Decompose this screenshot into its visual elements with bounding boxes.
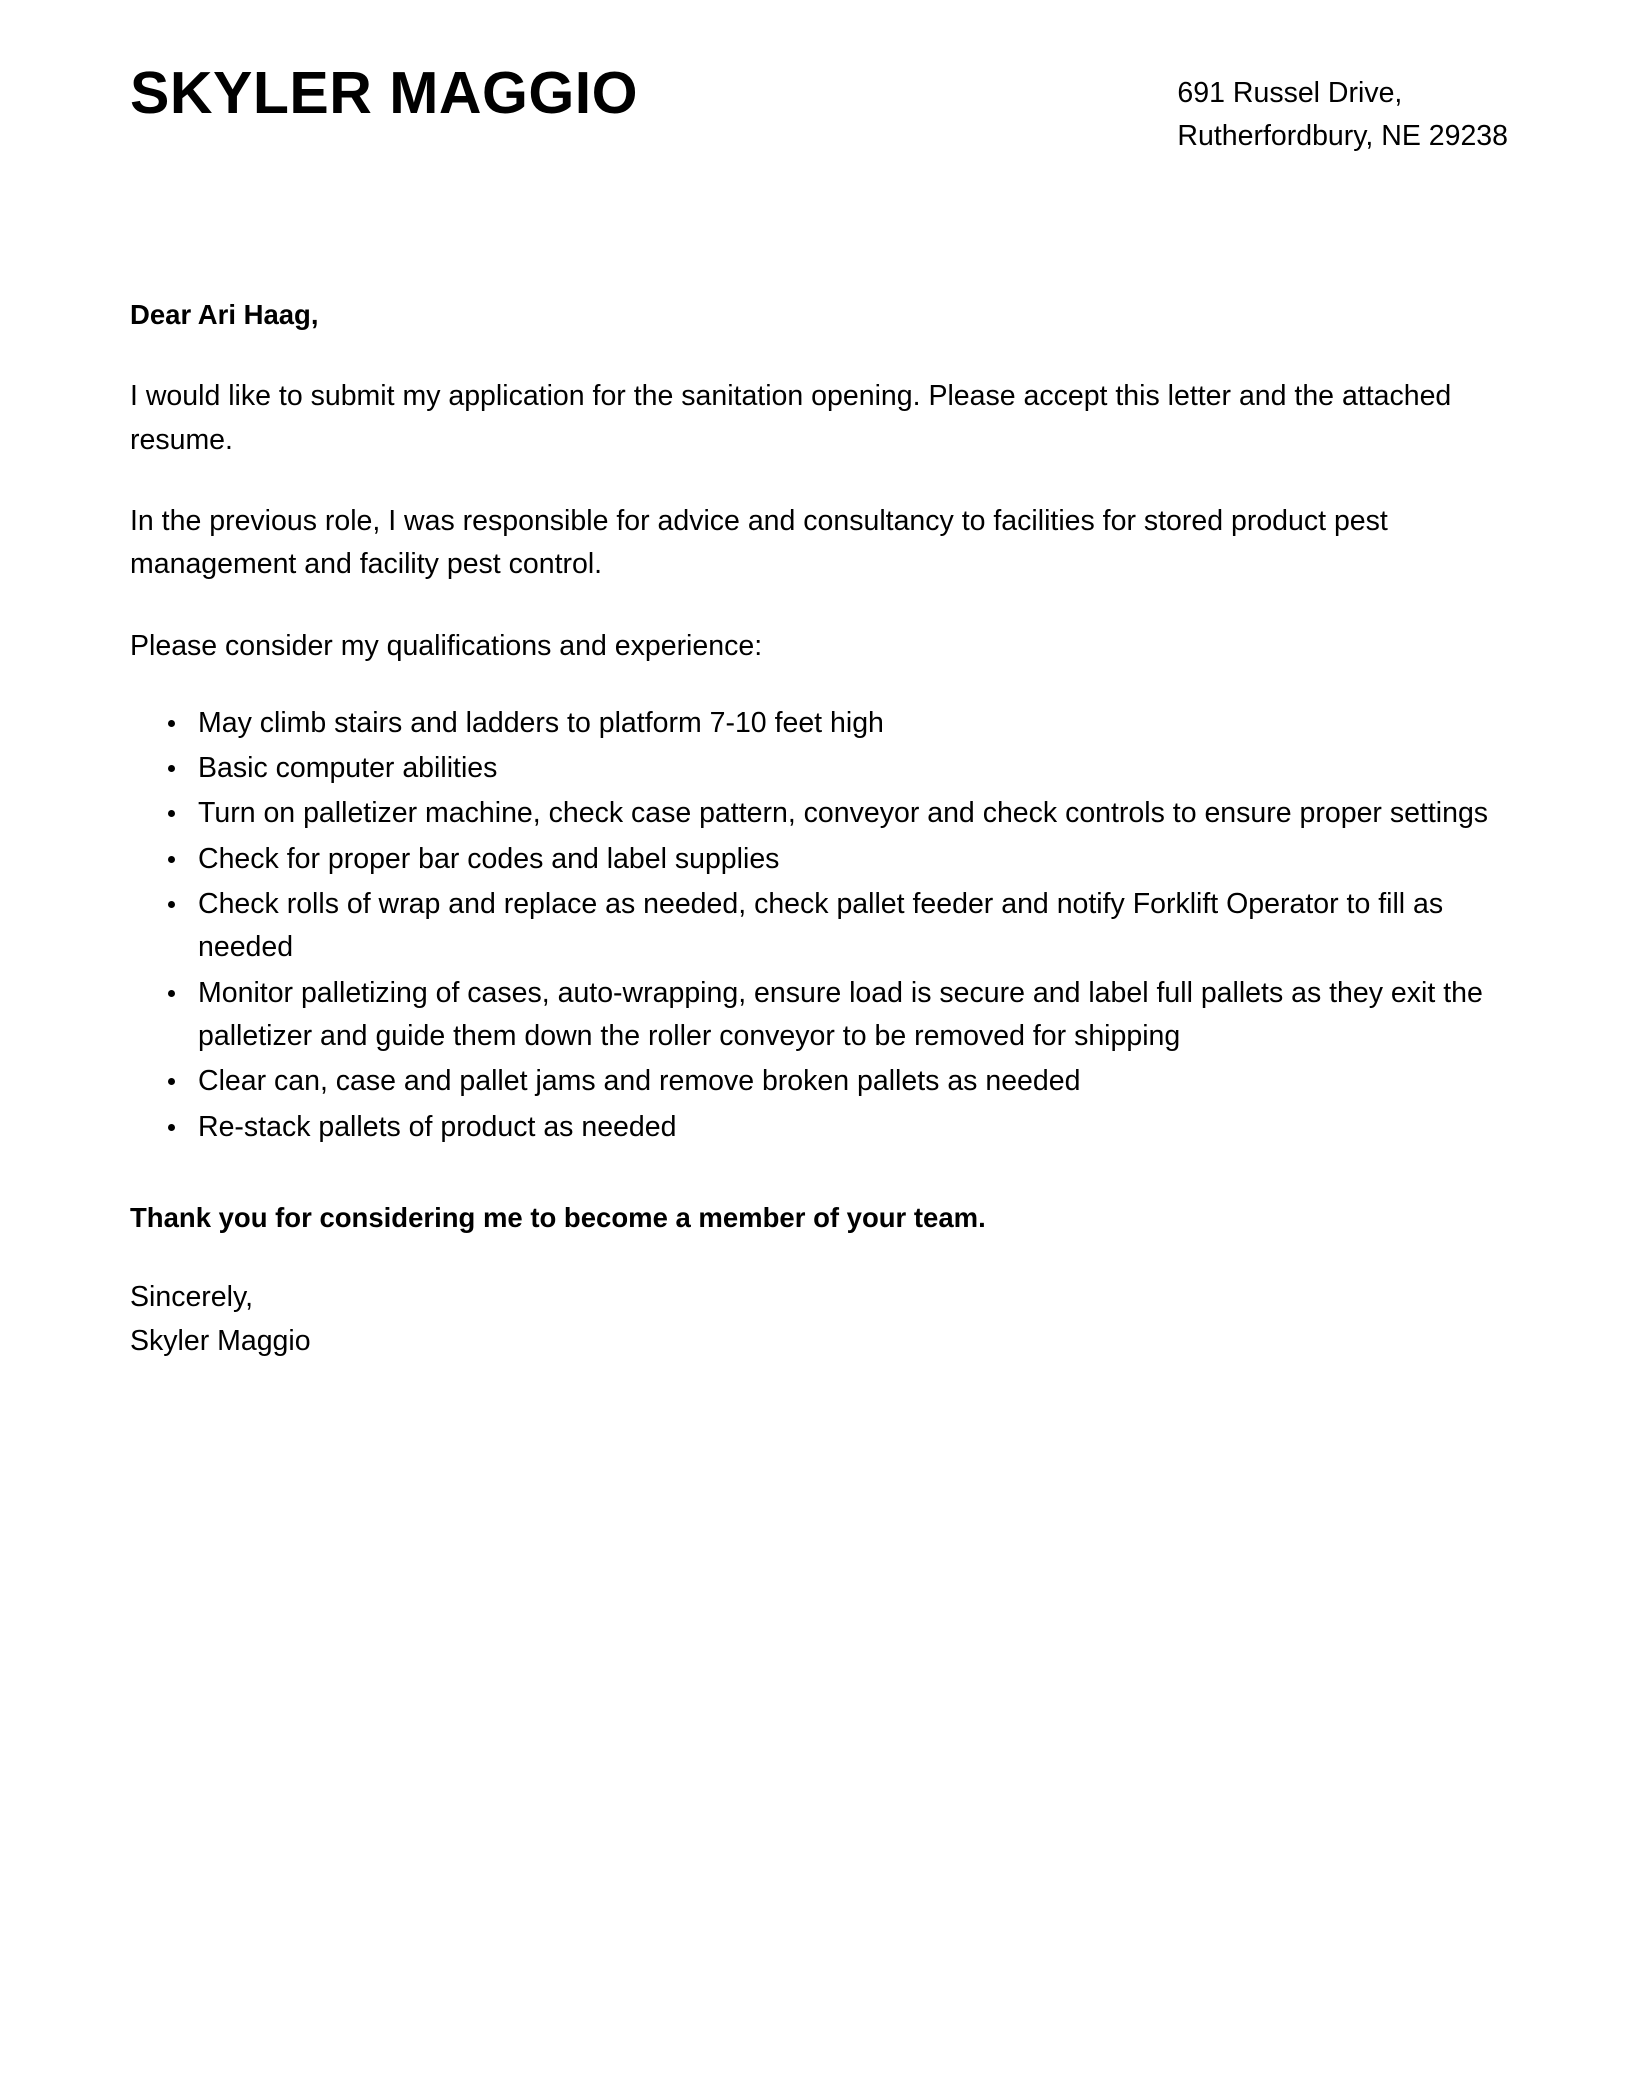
salutation: Dear Ari Haag, — [130, 299, 319, 330]
qualifications-intro: Please consider my qualifications and experience: — [130, 629, 763, 662]
list-item: Re-stack pallets of product as needed — [130, 1106, 1510, 1149]
thank-you-line: Thank you for considering me to become a member of your team. — [130, 1201, 986, 1233]
address-line-street: 691 Russel Drive, — [1177, 77, 1403, 109]
list-item: Clear can, case and pallet jams and remove broken pallets as needed — [130, 1060, 1510, 1103]
sender-address — [1177, 56, 1510, 159]
body-paragraph-2: In the previous role, I was responsible for advice and consultancy to facilities for stored product pest management and facility pest control. — [130, 504, 1388, 581]
signature-block — [130, 1276, 1510, 1363]
letter-body — [130, 176, 1510, 1363]
list-item: Monitor palletizing of cases, auto-wrapping, ensure load is secure and label full pallets as they exit the palletizer and guide them down the roller conveyor to be removed for shipping — [130, 972, 1510, 1059]
page-title: SKYLER MAGGIO — [130, 60, 639, 126]
list-item: Check for proper bar codes and label supplies — [130, 838, 1510, 881]
body-paragraph-1: I would like to submit my application for the sanitation opening. Please accept this letter and the attached resume. — [130, 380, 1452, 456]
letter-content — [130, 0, 1510, 1363]
closing-salutation: Sincerely, — [130, 1281, 254, 1314]
list-item: Basic computer abilities — [130, 747, 1510, 790]
signature-name: Skyler Maggio — [130, 1324, 311, 1357]
qualifications-list — [130, 702, 1510, 1149]
list-item: Check rolls of wrap and replace as needed, check pallet feeder and notify Forklift Operator to fill as needed — [130, 883, 1510, 970]
address-line-city-state-zip: Rutherfordbury, NE 29238 — [1177, 120, 1508, 153]
list-item: May climb stairs and ladders to platform 7-10 feet high — [130, 702, 1510, 745]
list-item: Turn on palletizer machine, check case pattern, conveyor and check controls to ensure proper settings — [130, 792, 1510, 835]
letter-header — [130, 0, 1510, 176]
